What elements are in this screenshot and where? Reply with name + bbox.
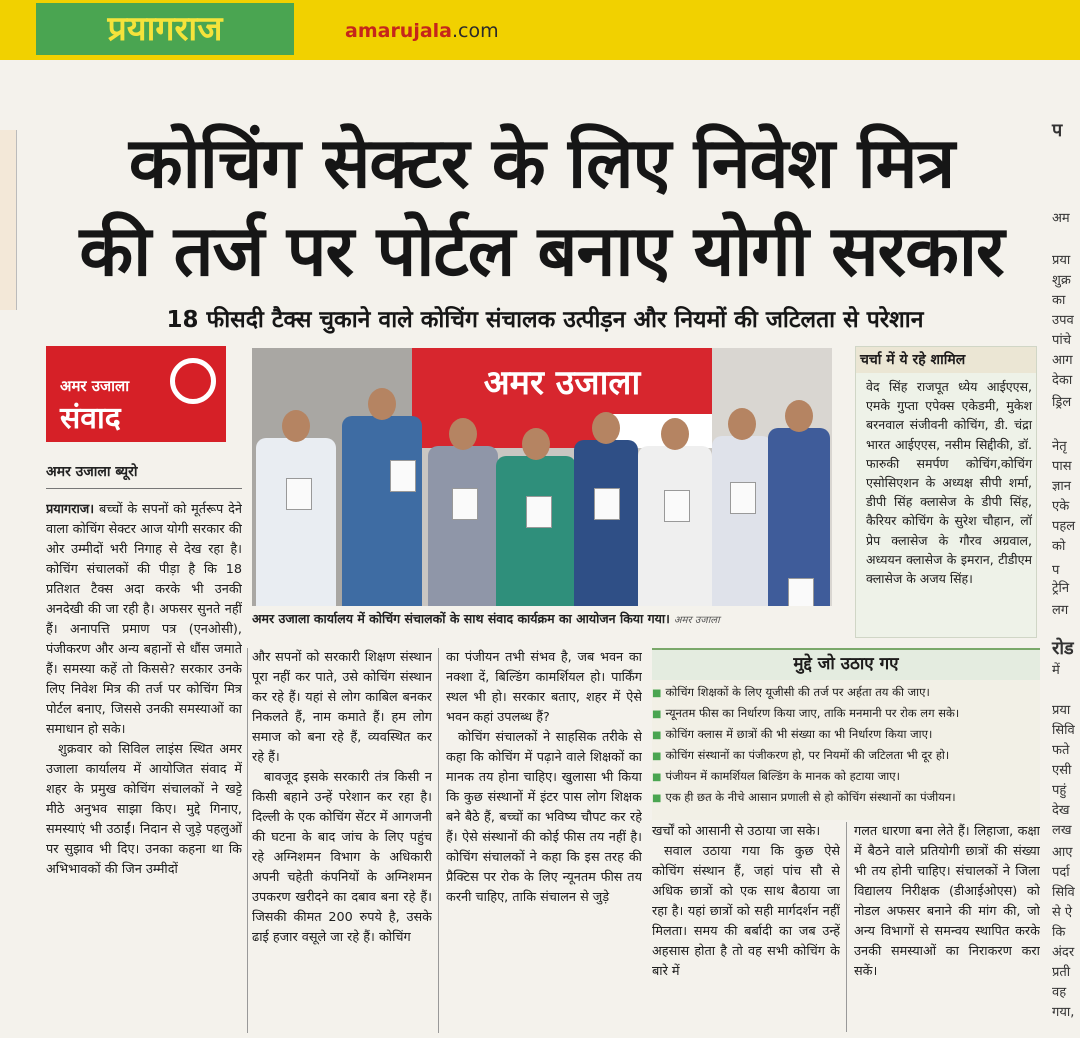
right-column-fragment: प <box>1052 120 1063 141</box>
article-paragraph: कोचिंग संचालकों ने साहसिक तरीके से कहा कि कोचिंग में पढ़ाने वाले शिक्षकों का मानक तय होना चाहिए। खुलासा भी किया कि कुछ संस्थानों में इंटर पास लोग शिक्षक बने बैठे हैं, बच्चों का भविष्य चौपट कर रहे हैं। ऐसे संस्थानों की कोई फीस तय नहीं है। कोचिंग संचालकों ने कहा कि इस तरह की प्रैक्टिस पर रोक के लिए न्यूनतम फीस तय करनी चाहिए, ताकि संचालन से जुड़े <box>446 730 642 905</box>
right-column-fragment: ट्रेनि <box>1052 581 1070 596</box>
byline-divider <box>46 488 242 489</box>
logo-main-text: संवाद <box>60 401 121 436</box>
left-edge-fragment <box>0 130 17 310</box>
participants-box <box>855 346 1037 638</box>
column-divider <box>247 648 248 1033</box>
article-paragraph: सवाल उठाया गया कि कुछ ऐसे कोचिंग संस्थान हैं, जहां पांच सौ से अधिक छात्रों को एक साथ बैठाया जा रहा है। यहां छात्रों को सही मार्गदर्शन नहीं मिलता। समय की बर्बादी का जब उन्हें अहसास होता है तो वह सभी कोचिंग के बारे में <box>652 844 840 979</box>
issue-item: ■ न्यूनतम फीस का निर्धारण किया जाए, ताकि मनमानी पर रोक लग सके। <box>652 703 1040 724</box>
logo-top-text: अमर उजाला <box>60 377 130 395</box>
right-column-fragment: ड्रिल <box>1052 395 1072 410</box>
right-column-fragment: नेतृ <box>1052 439 1067 454</box>
article-paragraph: गलत धारणा बना लेते हैं। लिहाजा, कक्षा में बैठने वाले प्रतियोगी छात्रों की संख्या भी तय होनी चाहिए। संचालकों ने जिला विद्यालय निरीक्षक (डीआईओएस) को नोडल अफसर बनाने की मांग की, जो अन्य विभागों से समन्वय स्थापित करके उनकी समस्याओं का निराकरण करा सकें। <box>854 824 1040 979</box>
right-column-fragment: देख <box>1052 803 1070 818</box>
right-column-fragment: प्रती <box>1052 965 1071 980</box>
city-label: प्रयागराज <box>36 3 294 55</box>
person-4 <box>496 456 576 606</box>
right-column-fragment: को <box>1052 539 1066 554</box>
person-1 <box>256 438 336 606</box>
right-column-fragment: उपव <box>1052 313 1074 328</box>
issue-item: ■ एक ही छत के नीचे आसान प्रणाली से हो कोचिंग संस्थानों का पंजीयन। <box>652 787 1040 808</box>
article-paragraph <box>46 500 242 740</box>
byline: अमर उजाला ब्यूरो <box>46 464 138 480</box>
article-column-1 <box>46 500 242 1035</box>
headline-line-1: कोचिंग सेक्टर के लिए निवेश मित्र <box>128 122 955 204</box>
right-column-fragment: पहुं <box>1052 783 1067 798</box>
right-column-fragment: फते <box>1052 743 1070 758</box>
photo-banner-text: अमर उजाला <box>483 363 641 403</box>
article-column-2 <box>252 648 432 1036</box>
photo-caption <box>252 610 832 627</box>
right-column-fragment: अम <box>1052 211 1070 226</box>
photo-credit: अमर उजाला <box>673 615 720 626</box>
right-column-fragment: आए <box>1052 845 1073 860</box>
participants-list: वेद सिंह राजपूत ध्येय आईएएस, एमके गुप्ता एपेक्स एकेडमी, मुकेश बरनवाल संजीवनी कोचिंग, डी. चंद्रा भारत आईएएस, नसीम सिद्दीकी, डॉ. फारुकी समर्पण कोचिंग,कोचिंग एसोसिएशन के अध्यक्ष सीपी शर्मा, डीपी सिंह क्लासेज के डीपी सिंह, कैरियर कोचिंग के सुरेश चौहान, लॉ प्रेप क्लासेज के गौरव अग्रवाल, अध्ययन क्लासेज के इमरान, टीडीएम क्लासेज के अजय सिंह। <box>866 379 1032 587</box>
right-column-fragment: गया, <box>1052 1005 1075 1020</box>
right-column-fragment: अंदर <box>1052 945 1075 960</box>
issue-item: ■ कोचिंग क्लास में छात्रों की भी संख्या का भी निर्धारण किया जाए। <box>652 724 1040 745</box>
right-column-fragment: पर्दा <box>1052 865 1070 880</box>
article-paragraph: का पंजीयन तभी संभव है, जब भवन का नक्शा दें, बिल्डिंग कामर्शियल हो। पार्किंग स्थल भी हो। सरकार बताए, शहर में ऐसे भवन कहां उपलब्ध हैं? <box>446 650 642 725</box>
article-paragraph: बावजूद इसके सरकारी तंत्र किसी न किसी बहाने उन्हें परेशान कर रहा है। दिल्ली के एक कोचिंग सेंटर में आगजनी की घटना के बाद जांच के लिए पहुंच रहे अग्निशमन विभाग के अधिकारी अपनी चहेती कंपनियों के अग्निशमन उपकरण खरीदने का दबाव बना रहे हैं। जिसकी कीमत 200 रुपये है, उसके ढाई हजार वसूले जा रहे हैं। कोचिंग <box>252 770 432 945</box>
right-column-fragment: शुक्र <box>1052 273 1071 288</box>
samvad-logo <box>46 346 226 442</box>
site-main: amarujala <box>345 20 453 42</box>
subheadline: 18 फीसदी टैक्स चुकाने वाले कोचिंग संचालक उत्पीड़न और नियमों की जटिलता से परेशान <box>166 307 924 333</box>
paragraph-text: बच्चों के सपनों को मूर्तरूप देने वाला कोचिंग सेक्टर आज योगी सरकार की ओर उम्मीदों भरी निगाह से देख रहा है। कोचिंग संचालकों की पीड़ा है कि 18 प्रतिशत टैक्स अदा करके भी उनकी अनदेखी की जा रही है। अफसर सुनते नहीं हैं। अनापत्ति प्रमाण पत्र (एनओसी), पंजीकरण और अन्य बहानों से धौंस जमाते हैं। समस्या कहें तो किससे? सरकार उनके लिए निवेश मित्र की तर्ज पर कोचिंग मित्र पोर्टल बनाए, जिससे उनकी समस्याओं का समाधान हो सके। <box>46 502 242 737</box>
right-neighbor-column <box>1046 100 1080 1038</box>
article-column-5 <box>854 822 1040 1036</box>
right-column-fragment: आग <box>1052 353 1073 368</box>
right-column-fragment: वह <box>1052 985 1067 1000</box>
article-paragraph: खर्चों को आसानी से उठाया जा सके। <box>652 824 821 839</box>
article-paragraph: और सपनों को सरकारी शिक्षण संस्थान पूरा नहीं कर पाते, उसे कोचिंग संस्थान कर रहे हैं। यहां से लोग काबिल बनकर निकलते हैं, नाम कमाते हैं। हम लोग समाज को बना रहे हैं, व्यवस्थित कर रहे हैं। <box>252 650 432 765</box>
person-7 <box>712 436 772 606</box>
column-divider <box>846 822 847 1032</box>
right-column-fragment: में <box>1052 663 1060 678</box>
person-8 <box>768 428 830 606</box>
site-tld: .com <box>452 20 499 42</box>
issues-list <box>652 682 1040 808</box>
right-column-fragment: पास <box>1052 459 1072 474</box>
right-column-fragment: प्रया <box>1052 253 1071 268</box>
right-column-fragment: कि <box>1052 925 1066 940</box>
article-column-4 <box>652 822 840 1036</box>
right-column-fragment: लग <box>1052 603 1069 618</box>
right-column-fragment: प्रया <box>1052 703 1071 718</box>
right-column-fragment: रोड <box>1052 638 1074 659</box>
logo-ring-icon <box>170 358 216 404</box>
group-photo <box>252 348 832 606</box>
person-3 <box>428 446 498 606</box>
masthead-bar <box>0 0 1080 60</box>
right-column-fragment: देका <box>1052 373 1073 388</box>
right-column-fragment: लख <box>1052 823 1072 838</box>
right-column-fragment: एके <box>1052 499 1070 514</box>
person-6 <box>638 446 712 606</box>
right-column-fragment: सिवि <box>1052 885 1075 900</box>
column-divider <box>438 648 439 1033</box>
right-column-fragment: ज्ञान <box>1052 479 1071 494</box>
article-column-3 <box>446 648 642 1036</box>
right-column-fragment: सिवि <box>1052 723 1075 738</box>
issue-item: ■ कोचिंग संस्थानों का पंजीकरण हो, पर नियमों की जटिलता भी दूर हो। <box>652 745 1040 766</box>
right-column-fragment: प <box>1052 563 1060 578</box>
article-paragraph: शुक्रवार को सिविल लाइंस स्थित अमर उजाला कार्यालय में आयोजित संवाद में शहर के प्रमुख कोचिंग संचालकों ने खट्टे मीठे अनुभव साझा किए। मुद्दे गिनाए, समस्याएं भी उठाईं। निदान से जुड़े पहलुओं पर सुझाव भी दिए। उनका कहना था कि अभिभावकों की जिन उम्मीदों <box>46 742 242 877</box>
site-name[interactable] <box>345 20 499 42</box>
issue-item: ■ कोचिंग शिक्षकों के लिए यूजीसी की तर्ज पर अर्हता तय की जाए। <box>652 682 1040 703</box>
right-column-fragment: का <box>1052 293 1066 308</box>
right-column-fragment: पांचे <box>1052 333 1072 348</box>
issue-item: ■ पंजीयन में कामर्शियल बिल्डिंग के मानक को हटाया जाए। <box>652 766 1040 787</box>
participants-title: चर्चा में ये रहे शामिल <box>856 347 1036 373</box>
headline-line-2: की तर्ज पर पोर्टल बनाए योगी सरकार <box>79 210 1004 292</box>
right-column-fragment: से ऐ <box>1052 905 1073 920</box>
right-column-fragment: पहल <box>1052 519 1076 534</box>
person-5 <box>574 440 638 606</box>
right-column-fragment: एसी <box>1052 763 1072 778</box>
issues-box <box>652 648 1040 820</box>
dateline: प्रयागराज। <box>46 502 95 517</box>
person-2 <box>342 416 422 606</box>
photo-caption-text: अमर उजाला कार्यालय में कोचिंग संचालकों के साथ संवाद कार्यक्रम का आयोजन किया गया। <box>252 611 670 626</box>
issues-title: मुद्दे जो उठाए गए <box>652 648 1040 680</box>
